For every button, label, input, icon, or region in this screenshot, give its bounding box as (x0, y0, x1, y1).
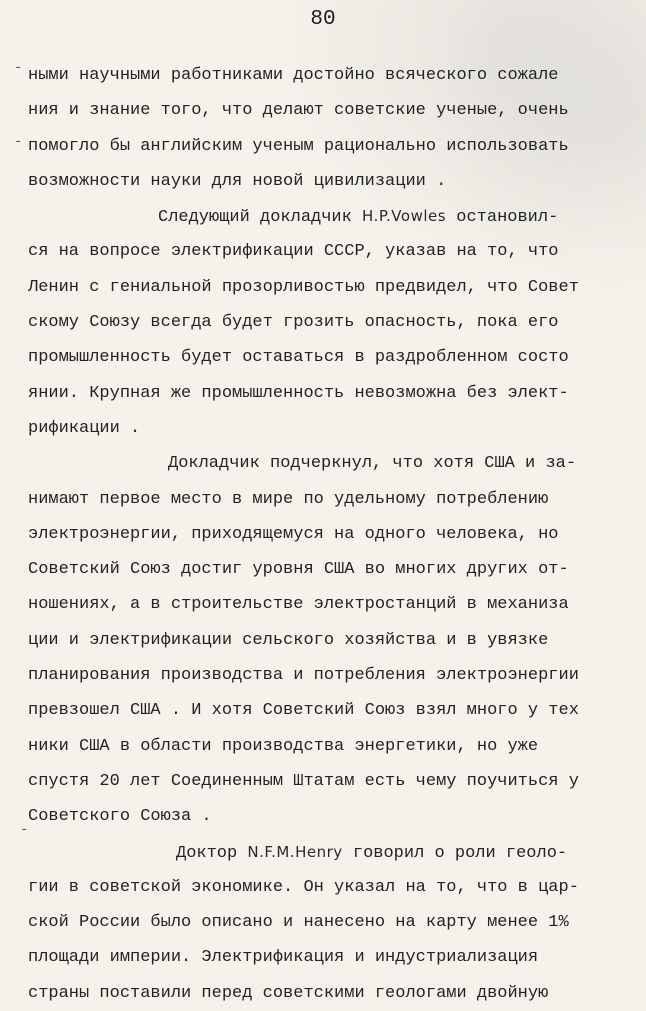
text-line (28, 199, 624, 234)
handwritten-name: H.P.Vowles (362, 207, 447, 226)
text-line: скому Союзу всегда будет грозить опасность, пока его (28, 313, 559, 333)
text-line: превзошел США . И хотя Советский Союз взял много у тех (28, 701, 579, 721)
text-line: планирования производства и потребления электроэнергии (28, 666, 579, 686)
text-line: гии в советской экономике. Он указал на то, что в цар- (28, 877, 579, 897)
text-line: янии. Крупная же промышленность невозможна без элект- (28, 383, 569, 403)
typed-text-body (28, 58, 624, 1011)
text-line: электроэнергии, приходящемуся на одного человека, но (28, 524, 559, 544)
text-line: страны поставили перед советскими геологами двойную (28, 983, 549, 1003)
text-line: ными научными работниками достойно всяческого сожале (28, 66, 559, 85)
handwritten-name: N.F.M.Henry (247, 842, 343, 861)
text-line: ношениях, а в строительстве электростанций в механиза (28, 595, 569, 615)
text-line: площади империи. Электрификация и индустриализация (28, 948, 539, 968)
text-line: спустя 20 лет Соединенным Штатам есть чему поучиться у (28, 771, 579, 791)
text-line: промышленность будет оставаться в раздробленном состо (28, 348, 569, 368)
margin-tick: - (14, 134, 23, 150)
text-line: Ленин с гениальной прозорливостью предвидел, что Совет (28, 277, 579, 297)
text-line: нимают первое место в мире по удельному потреблению (28, 489, 549, 509)
text-line: помогло бы английским ученым рационально использовать (28, 136, 569, 156)
text-line: ции и электрификации сельского хозяйства и в увязке (28, 630, 549, 650)
text-line: Докладчик подчеркнул, что хотя США и за- (168, 454, 577, 474)
text-line: ской России было описано и нанесено на карту менее 1% (28, 913, 569, 933)
text-line: Советского Союза . (28, 807, 212, 827)
text-fragment: Следующий докладчик (158, 208, 363, 228)
margin-tick: - (14, 60, 23, 76)
text-fragment: остановил- (446, 208, 559, 228)
text-line: рификации . (28, 418, 141, 438)
margin-tick: - (20, 822, 29, 838)
page-number: 80 (310, 8, 336, 31)
text-fragment: говорил о роли геоло- (342, 843, 568, 863)
text-fragment: Доктор (176, 843, 248, 863)
text-line (28, 835, 624, 870)
text-line: ники США в области производства энергетики, но уже (28, 736, 539, 756)
text-line: ния и знание того, что делают советские ученые, очень (28, 101, 569, 121)
text-line: возможности науки для новой цивилизации . (28, 171, 447, 191)
text-line: ся на вопросе электрификации СССР, указав на то, что (28, 242, 559, 262)
text-line: Советский Союз достиг уровня США во многих других от- (28, 560, 569, 580)
